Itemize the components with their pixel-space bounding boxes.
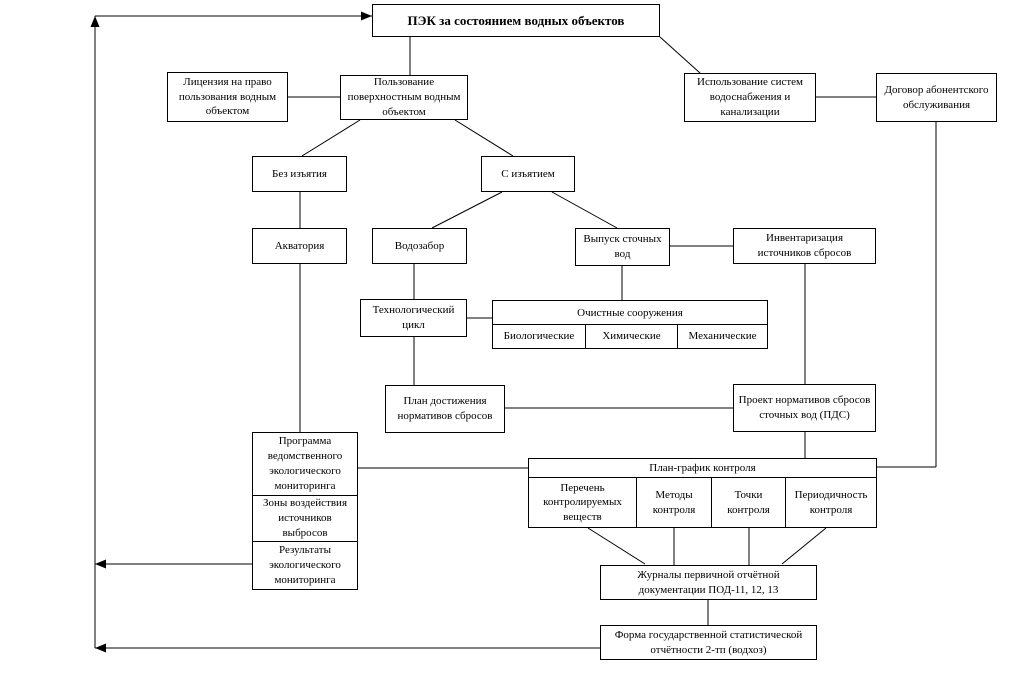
- node-pds-project: Проект нормативов сбросов сточных вод (ПДС): [733, 384, 876, 432]
- stack-monitoring-program: Программа ведомственного экологического мониторинга: [267, 435, 343, 492]
- node-with-withdrawal: С изъятием: [481, 156, 575, 192]
- node-wastewater-outlet: Выпуск сточных вод: [575, 228, 670, 266]
- node-intake: Водозабор: [372, 228, 467, 264]
- arrowhead-form-to-feedback: [95, 644, 106, 653]
- node-control-schedule: [528, 458, 877, 528]
- node-water-systems: Использование систем водоснабжения и канализации: [684, 73, 816, 122]
- schedule-cell-frequency: Периодичность контроля: [785, 478, 876, 527]
- arrowhead-into-title: [361, 12, 372, 21]
- treatment-cell-mechanical: Механические: [677, 325, 767, 348]
- arrowhead-results-to-feedback: [95, 560, 106, 569]
- node-journals: Журналы первичной отчётной документации ПОД-11, 12, 13: [600, 565, 817, 600]
- treatment-header: Очистные сооружения: [493, 301, 767, 325]
- node-treatment-facilities: [492, 300, 768, 349]
- node-license: Лицензия на право пользования водным объектом: [167, 72, 288, 122]
- schedule-cell-substances: Перечень контролируемых веществ: [543, 482, 622, 523]
- node-surface-use: Пользование поверхностным водным объектом: [340, 75, 468, 120]
- node-inventory: Инвентаризация источников сбросов: [733, 228, 876, 264]
- stack-monitoring-results: Результаты экологического мониторинга: [253, 541, 357, 589]
- node-stat-form: Форма государственной статистической отчётности 2-тп (водхоз): [600, 625, 817, 660]
- treatment-cell-chemical: Химические: [585, 325, 677, 348]
- node-contract: Договор абонентского обслуживания: [876, 73, 997, 122]
- node-aquatory: Акватория: [252, 228, 347, 264]
- node-plan-achievement: План достижения нормативов сбросов: [385, 385, 505, 433]
- node-pek-title: ПЭК за состоянием водных объектов: [372, 4, 660, 37]
- schedule-cell-points: Точки контроля: [711, 478, 785, 527]
- node-monitoring-stack: [252, 432, 358, 590]
- arrowhead-up-feedback: [91, 16, 100, 27]
- schedule-cell-methods: Методы контроля: [636, 478, 711, 527]
- treatment-cell-biological: Биологические: [503, 330, 575, 343]
- node-no-withdrawal: Без изъятия: [252, 156, 347, 192]
- control-schedule-header: План-график контроля: [529, 459, 876, 478]
- stack-impact-zones: Зоны воздействия источников выбросов: [253, 495, 357, 541]
- node-tech-cycle: Технологический цикл: [360, 299, 467, 337]
